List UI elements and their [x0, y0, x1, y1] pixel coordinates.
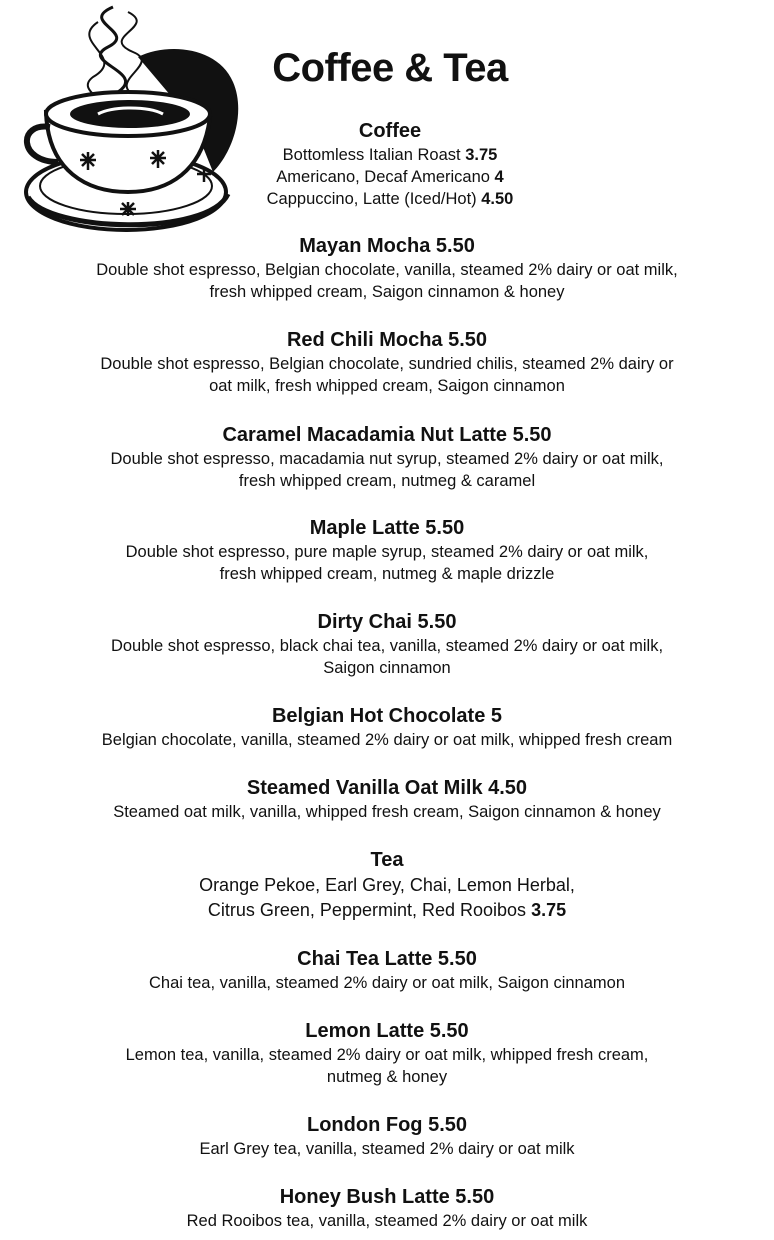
item-name: Mayan Mocha 5.50: [299, 235, 475, 257]
menu-item: [0, 328, 774, 397]
menu-item: [0, 776, 774, 823]
item-desc: Double shot espresso, Belgian chocolate, vanilla, steamed 2% dairy or oat milk,: [96, 261, 678, 279]
item-desc: Saigon cinnamon: [323, 659, 451, 677]
menu-item: [0, 1019, 774, 1088]
item-name: Chai Tea Latte 5.50: [297, 948, 477, 970]
item-desc: nutmeg & honey: [326, 1068, 448, 1086]
item-desc: Red Rooibos tea, vanilla, steamed 2% dairy or oat milk: [186, 1212, 588, 1230]
tea-price: 3.75: [531, 900, 567, 920]
item-name: Lemon Latte 5.50: [305, 1020, 469, 1042]
coffee-line: [240, 166, 540, 188]
coffee-line-price: 3.75: [465, 146, 498, 164]
item-name: Maple Latte 5.50: [309, 517, 465, 539]
coffee-line-text: Americano, Decaf Americano: [276, 168, 490, 186]
item-name: Honey Bush Latte 5.50: [279, 1186, 495, 1208]
tea-heading: Tea: [370, 849, 404, 871]
menu-item: [0, 610, 774, 679]
item-desc: Lemon tea, vanilla, steamed 2% dairy or oat milk, whipped fresh cream,: [125, 1046, 649, 1064]
item-desc: Earl Grey tea, vanilla, steamed 2% dairy or oat milk: [199, 1140, 575, 1158]
item-desc: Steamed oat milk, vanilla, whipped fresh cream, Saigon cinnamon & honey: [113, 803, 661, 821]
item-desc: Belgian chocolate, vanilla, steamed 2% dairy or oat milk, whipped fresh cream: [101, 731, 673, 749]
item-name: London Fog 5.50: [307, 1114, 467, 1136]
item-desc: Double shot espresso, pure maple syrup, steamed 2% dairy or oat milk,: [125, 543, 649, 561]
item-name: Steamed Vanilla Oat Milk 4.50: [246, 777, 528, 799]
coffee-line: [240, 188, 540, 210]
menu-item: [0, 423, 774, 492]
menu-item: [0, 704, 774, 751]
coffee-line-price: 4: [494, 168, 504, 186]
menu-item: [0, 234, 774, 303]
coffee-line-text: Bottomless Italian Roast: [282, 146, 461, 164]
menu-item: [0, 947, 774, 994]
tea-line-text: Citrus Green, Peppermint, Red Rooibos: [207, 900, 527, 920]
item-desc: fresh whipped cream, Saigon cinnamon & honey: [209, 283, 565, 301]
item-desc: Double shot espresso, black chai tea, vanilla, steamed 2% dairy or oat milk,: [110, 637, 664, 655]
coffee-line-text: Cappuccino, Latte (Iced/Hot): [266, 190, 477, 208]
item-name: Red Chili Mocha 5.50: [286, 329, 488, 351]
item-desc: Double shot espresso, macadamia nut syrup, steamed 2% dairy or oat milk,: [110, 450, 664, 468]
tea-line: Orange Pekoe, Earl Grey, Chai, Lemon Herbal,: [199, 875, 575, 895]
coffee-heading: Coffee: [358, 120, 422, 142]
coffee-line: [240, 144, 540, 166]
coffee-section: [240, 118, 540, 210]
menu-item: [0, 1185, 774, 1232]
menu-title: Coffee & Tea: [272, 46, 508, 90]
tea-section: [0, 847, 774, 923]
item-desc: fresh whipped cream, nutmeg & caramel: [238, 472, 536, 490]
coffee-cup-illustration: [18, 2, 246, 238]
menu-item: [0, 516, 774, 585]
coffee-line-price: 4.50: [481, 190, 514, 208]
item-name: Caramel Macadamia Nut Latte 5.50: [222, 424, 552, 446]
item-desc: Chai tea, vanilla, steamed 2% dairy or oat milk, Saigon cinnamon: [149, 974, 625, 992]
item-desc: fresh whipped cream, nutmeg & maple drizzle: [219, 565, 555, 583]
item-name: Dirty Chai 5.50: [317, 611, 457, 633]
item-desc: Double shot espresso, Belgian chocolate, sundried chilis, steamed 2% dairy or: [100, 355, 674, 373]
item-desc: oat milk, fresh whipped cream, Saigon cinnamon: [209, 377, 565, 395]
menu-item: [0, 1113, 774, 1160]
item-name: Belgian Hot Chocolate 5: [271, 705, 503, 727]
tea-line: [0, 898, 774, 923]
